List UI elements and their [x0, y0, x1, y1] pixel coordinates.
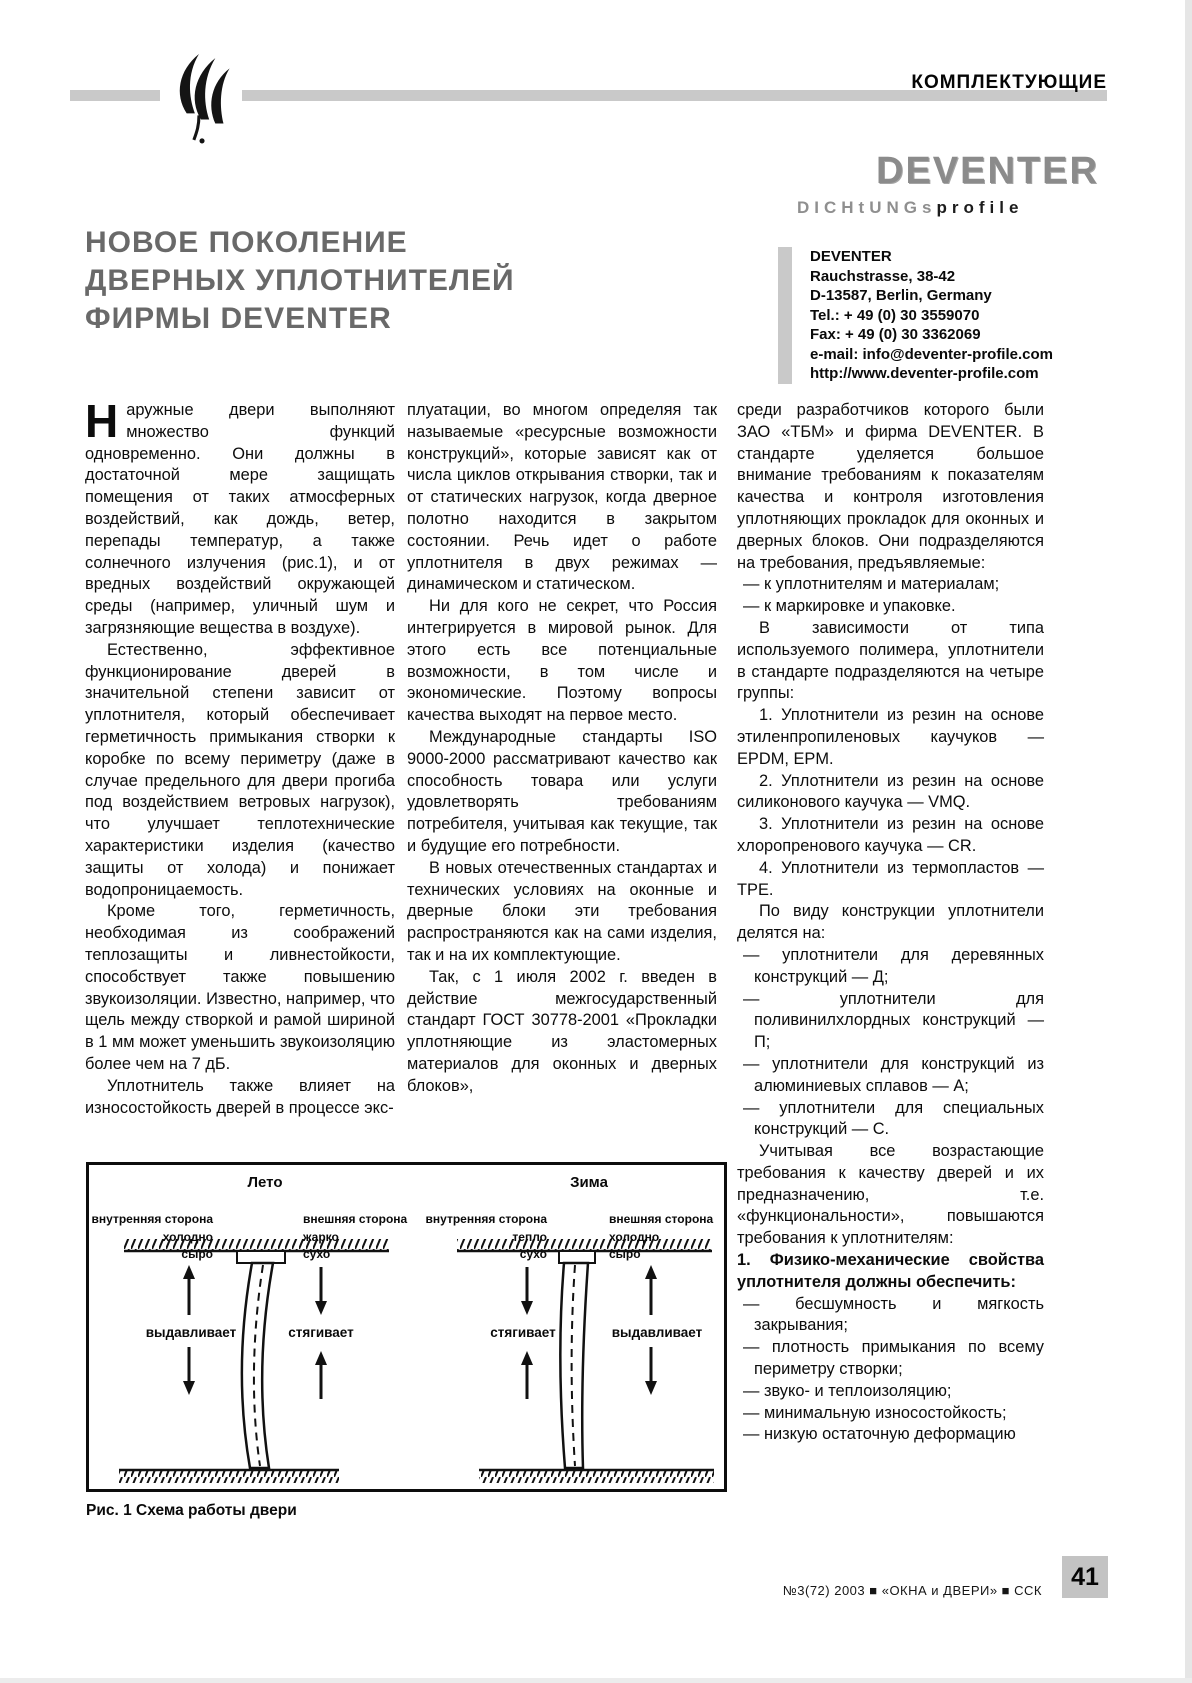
- summer-outer-humidity-label: сухо: [303, 1247, 331, 1261]
- title-line-2: ДВЕРНЫХ УПЛОТНИТЕЛЕЙ: [85, 264, 515, 297]
- paragraph: Учитывая все возрастающие требования к качеству дверей и их предназначению, т.е. «функциональности», повышаются требования к уплотнителям:: [737, 1142, 1044, 1248]
- summer-title: Лето: [247, 1174, 283, 1191]
- article-title: [85, 224, 515, 338]
- list-item: — уплотнители для деревянных конструкций — Д;: [743, 945, 1044, 986]
- contact-fax: Fax: + 49 (0) 30 3362069: [810, 326, 981, 343]
- paragraph: [85, 400, 395, 640]
- contact-block: [778, 247, 1053, 384]
- section-label: КОМПЛЕКТУЮЩИЕ: [911, 72, 1107, 93]
- winter-left-up-arrowhead: [521, 1351, 533, 1365]
- subheading: 1. Физико-механические свойства уплотнителя должны обеспечить:: [737, 1251, 1044, 1291]
- list-item: — к маркировке и упаковке.: [743, 597, 956, 616]
- list-item: — уплотнители для специальных конструкций — С.: [743, 1098, 1044, 1139]
- summer-inner-humidity-label: сыро: [181, 1247, 213, 1261]
- summer-right-down-arrowhead: [315, 1301, 327, 1315]
- winter-left-action-label: стягивает: [490, 1325, 556, 1340]
- contact-website: http://www.deventer-profile.com: [810, 365, 1039, 382]
- contact-city: D-13587, Berlin, Germany: [810, 287, 992, 304]
- list-item: — плотность примыкания по всему периметру створки;: [743, 1338, 1044, 1379]
- summer-door-frame: [237, 1251, 285, 1263]
- winter-outer-humidity-label: сыро: [609, 1247, 641, 1261]
- summer-inner-side-label: внутренняя сторона: [91, 1212, 213, 1226]
- list-item: — к уплотнителям и материалам;: [743, 575, 1000, 594]
- list-item: — бесшумность и мягкость закрывания;: [743, 1294, 1044, 1335]
- winter-title: Зима: [570, 1174, 608, 1191]
- list-item: — минимальную износостойкость;: [743, 1403, 1007, 1422]
- deventer-tagline: [797, 198, 1023, 218]
- paragraph: В зависимости от типа используемого полимера, уплотнители в стандарте подразделяются на четыре группы:: [737, 618, 1044, 703]
- paragraph: плуатации, во многом определяя так называемые «ресурсные возможности конструкций», которые зависят как от числа циклов открывания створки, так и от статических нагрузок, когда дверное полотно находится в закрытом состоянии. Речь идет о работе уплотнителя в двух режимах — динамическом и статическом.: [407, 401, 717, 594]
- winter-inner-side-label: внутренняя сторона: [425, 1212, 547, 1226]
- summer-right-action-label: стягивает: [288, 1325, 354, 1340]
- leaf-logo-icon: [168, 52, 234, 144]
- contact-street: Rauchstrasse, 38-42: [810, 267, 956, 285]
- paragraph: Так, с 1 июля 2002 г. введен в действие межгосударственный стандарт ГОСТ 30778-2001 «Прокладки уплотняющие из эластомерных материалов для оконных и дверных блоков»,: [407, 967, 717, 1095]
- numbered-item: 3. Уплотнители из резин на основе хлоропренового каучука — CR.: [737, 815, 1044, 855]
- summer-left-down-arrowhead: [183, 1381, 195, 1395]
- paragraph: В новых отечественных стандартах и технических условиях на оконные и дверные блоки эти требования распространяются как на сами изделия, так и на их комплектующие.: [407, 858, 717, 964]
- door-diagram-svg: [89, 1165, 724, 1489]
- winter-inner-humidity-label: сухо: [519, 1247, 547, 1261]
- scan-edge-right: [1185, 0, 1192, 1683]
- paragraph: Кроме того, герметичность, необходимая из соображений теплозащиты и ливнестойкости, способствует также повышению звукоизоляции. Известно, например, что щель между створкой и рамой шириной в 1 мм может уменьшить звукоизоляцию более чем на 7 дБ.: [85, 902, 395, 1073]
- tagline-part1: DICHtUNGs: [797, 198, 937, 217]
- scan-edge-bottom: [0, 1678, 1192, 1683]
- body-column-2: [407, 400, 717, 1170]
- summer-floor-hatch: [119, 1471, 339, 1483]
- winter-door-frame: [559, 1251, 595, 1263]
- contact-company: DEVENTER: [810, 248, 892, 265]
- deventer-logo: DEVENTER: [876, 150, 1099, 192]
- door-diagram-figure: [86, 1162, 727, 1492]
- list-item: — низкую остаточную деформацию: [743, 1425, 1016, 1444]
- page-number-badge: 41: [1062, 1556, 1108, 1598]
- drop-cap: Н: [85, 400, 119, 447]
- paragraph: среди разработчиков которого были ЗАО «ТБМ» и фирма DEVENTER. В стандарте уделяется большое внимание требованиям к показателям качества и контроля изготовления уплотняющих прокладок для оконных и дверных блоков. Они подразделяются на требования, предъявляемые:: [737, 401, 1044, 572]
- footer-issue-line: №3(72) 2003 ■ «ОКНА и ДВЕРИ» ■ ССК: [782, 1583, 1042, 1598]
- paragraph: По виду конструкции уплотнители делятся на:: [737, 902, 1044, 943]
- summer-right-up-arrowhead: [315, 1351, 327, 1365]
- summer-outer-temp-label: жарко: [303, 1230, 339, 1244]
- winter-right-down-arrowhead: [645, 1381, 657, 1395]
- numbered-item: 2. Уплотнители из резин на основе силиконового каучука — VMQ.: [737, 771, 1044, 812]
- numbered-item: 1. Уплотнители из резин на основе этиленпропиленовых каучуков — EPDM, EPM.: [737, 706, 1044, 768]
- contact-tel: Tel.: + 49 (0) 30 3559070: [810, 306, 980, 324]
- paragraph: Естественно, эффективное функционирование дверей в значительной степени зависит от уплотнителя, который обеспечивает герметичность примыкания створки к коробке по всему периметру (даже в случае предельного для двери прогиба под воздействием ветровых нагрузок), что улучшает теплотехнические характеристики изделия (качество защиты от холода) и понижает водопроницаемость.: [85, 640, 395, 899]
- publisher-logo: [160, 52, 242, 144]
- winter-outer-temp-label: холодно: [609, 1230, 660, 1244]
- winter-left-down-arrowhead: [521, 1301, 533, 1315]
- winter-floor-hatch: [479, 1471, 714, 1483]
- summer-outer-side-label: внешняя сторона: [303, 1212, 408, 1226]
- list-item: — звуко- и теплоизоляцию;: [743, 1381, 952, 1400]
- summer-left-up-arrowhead: [183, 1265, 195, 1279]
- summer-inner-temp-label: холодно: [162, 1230, 213, 1244]
- tagline-part2: profile: [936, 198, 1024, 217]
- winter-inner-temp-label: тепло: [512, 1230, 547, 1244]
- paragraph: Международные стандарты ISO 9000-2000 рассматривают качество как способность товара или услуги удовлетворять требованиям потребителя, учитывая как текущие, так и будущие его потребности.: [407, 727, 717, 855]
- winter-outer-side-label: внешняя сторона: [609, 1212, 714, 1226]
- winter-right-action-label: выдавливает: [611, 1325, 703, 1340]
- paragraph: Ни для кого не секрет, что Россия интегрируется в мировой рынок. Для этого есть все потенциальные возможности, в том числе и экономические. Поэтому вопросы качества выходят на первое место.: [407, 597, 717, 725]
- title-line-3: ФИРМЫ DEVENTER: [85, 302, 392, 335]
- winter-ceiling-hatch: [457, 1239, 712, 1251]
- figure-caption: Рис. 1 Схема работы двери: [86, 1502, 297, 1519]
- numbered-item: 4. Уплотнители из термопластов — TPE.: [737, 858, 1044, 899]
- contact-email: e-mail: info@deventer-profile.com: [810, 345, 1053, 363]
- paragraph-text: аружные двери выполняют множество функций одновременно. Они должны в достаточной мере защищать помещения от таких атмосферных воздействий, как дождь, ветер, перепады температур, а также солнечного излучения (рис.1), и от вредных воздействий окружающей среды (например, уличный шум и загрязняющие вещества в воздухе).: [85, 401, 395, 637]
- list-item: — уплотнители для поливинилхлордных конструкций — П;: [743, 989, 1044, 1052]
- list-item: — уплотнители для конструкций из алюминиевых сплавов — А;: [743, 1054, 1044, 1095]
- title-line-1: НОВОЕ ПОКОЛЕНИЕ: [85, 226, 408, 259]
- winter-right-up-arrowhead: [645, 1265, 657, 1279]
- body-column-1: [85, 400, 395, 1170]
- paragraph: Уплотнитель также влияет на износостойкость дверей в процессе экс-: [85, 1076, 395, 1117]
- body-column-3: [737, 400, 1044, 1446]
- summer-left-action-label: выдавливает: [145, 1325, 237, 1340]
